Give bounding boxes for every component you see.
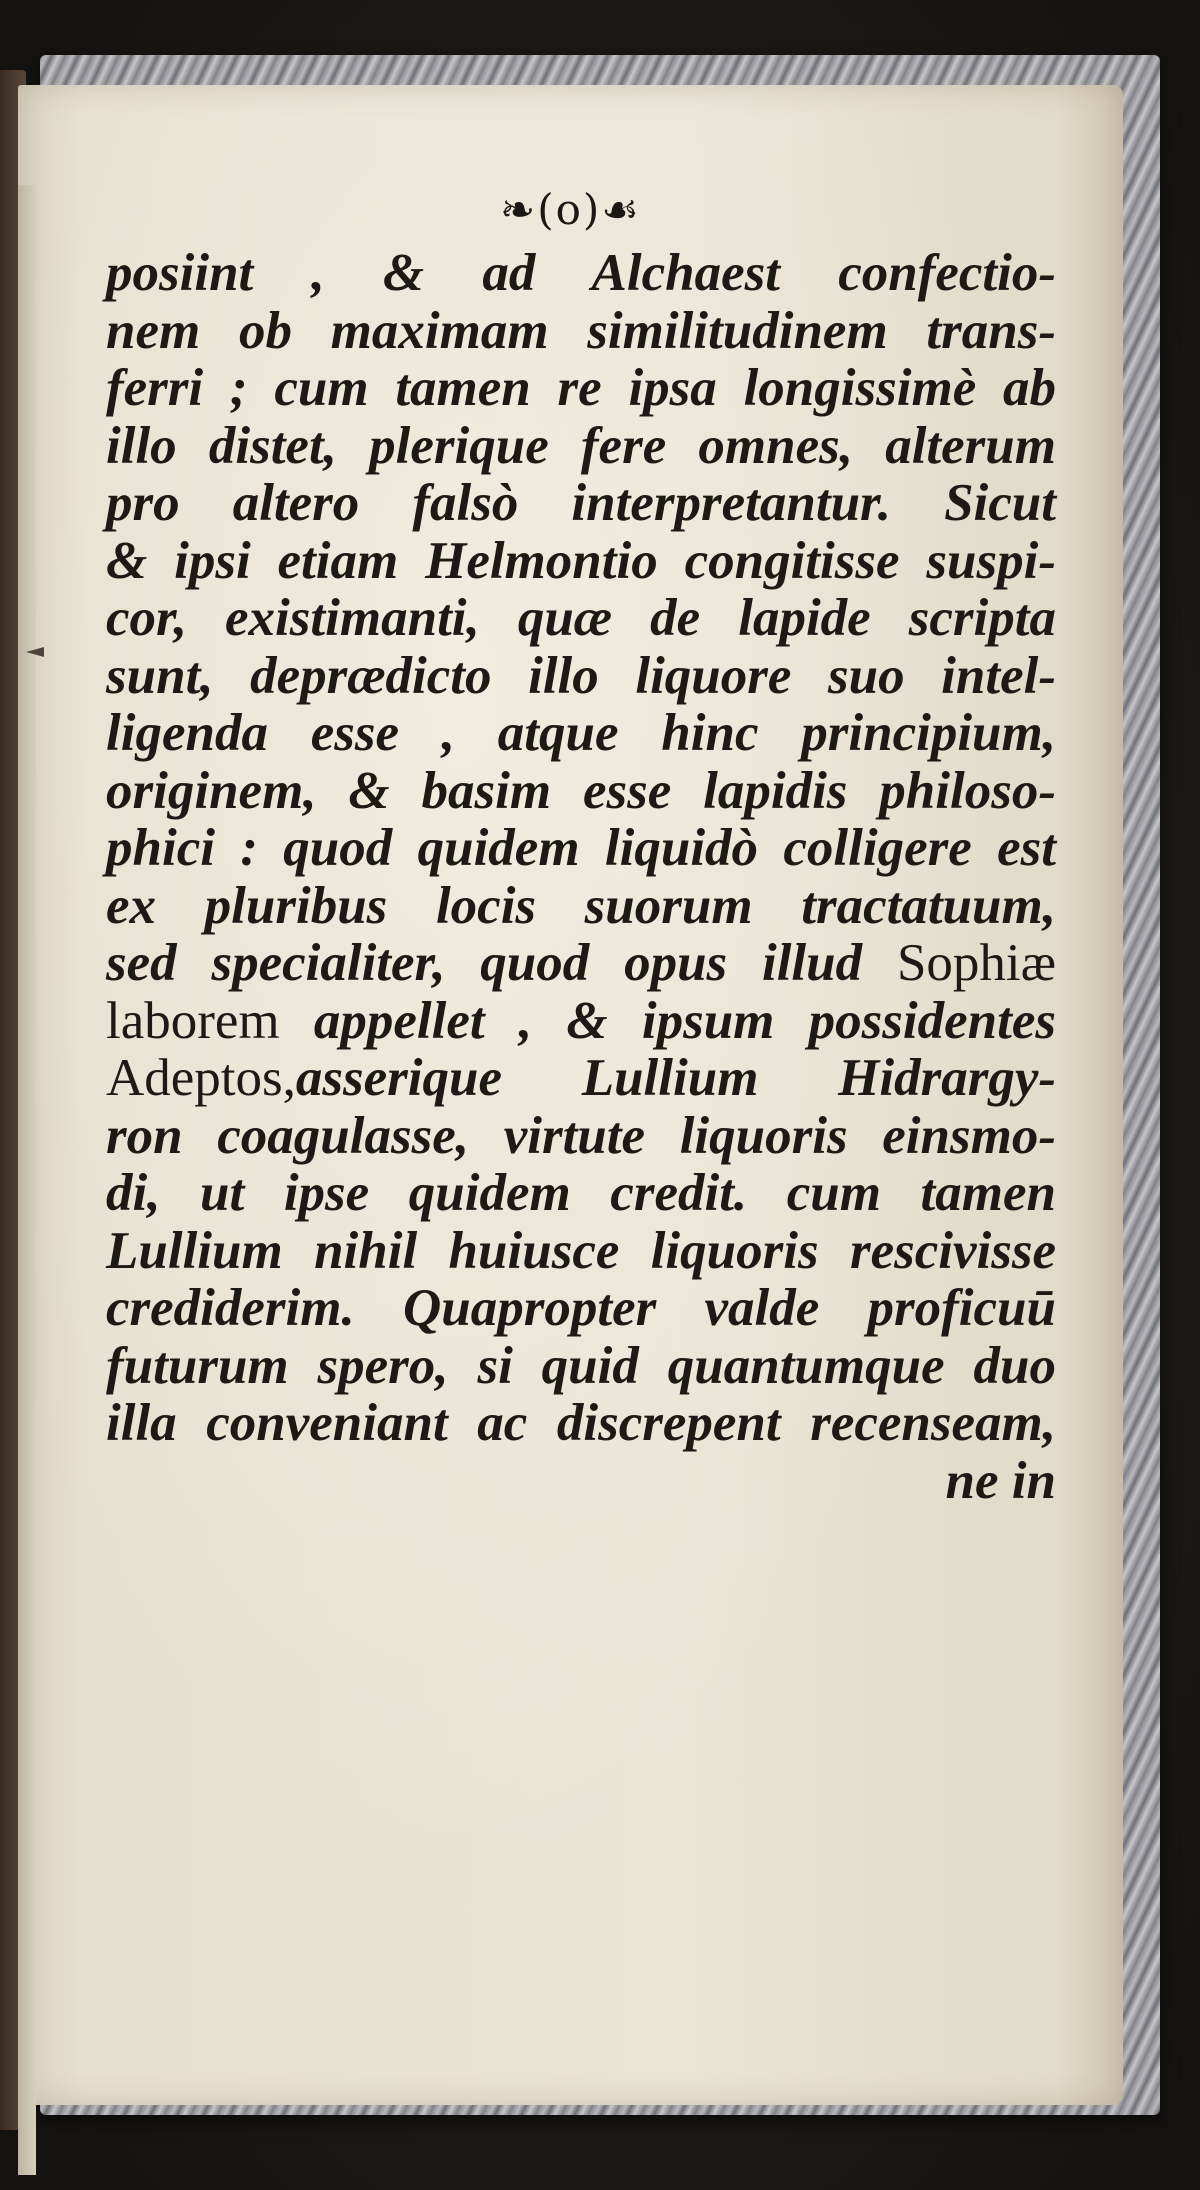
italic-text-segment: ligenda esse , atque hinc principium, bbox=[106, 704, 1056, 762]
italic-text-segment: nem ob maximam similitudinem trans- bbox=[106, 301, 1056, 360]
italic-text-segment: sed specialiter, quod opus illud bbox=[106, 934, 897, 992]
roman-text-segment: laborem bbox=[106, 991, 280, 1050]
text-line bbox=[106, 1223, 1056, 1281]
page-header-ornament: ❧(o)☙ bbox=[500, 185, 641, 234]
italic-text-segment: di, ut ipse quidem credit. cum tamen bbox=[106, 1164, 1056, 1222]
italic-text-segment: originem, & basim esse lapidis philoso- bbox=[106, 761, 1056, 820]
facing-page-edge bbox=[18, 185, 36, 2175]
text-line bbox=[106, 1453, 1056, 1511]
italic-text-segment: ron coagulasse, virtute liquoris einsmo- bbox=[106, 1106, 1056, 1165]
text-line bbox=[106, 475, 1056, 533]
italic-text-segment: & ipsi etiam Helmontio congitisse suspi- bbox=[106, 531, 1056, 590]
text-line bbox=[106, 303, 1056, 361]
italic-text-segment: asserique Lullium Hidrargy- bbox=[295, 1049, 1056, 1107]
text-line bbox=[106, 705, 1056, 763]
roman-text-segment: Adeptos, bbox=[106, 1049, 296, 1107]
roman-text-segment: Sophiæ bbox=[896, 934, 1056, 992]
text-line bbox=[106, 878, 1056, 936]
italic-text-segment: futurum spero, si quid quantumque duo bbox=[106, 1336, 1056, 1395]
italic-text-segment: ex pluribus locis suorum tractatuum, bbox=[106, 876, 1056, 935]
text-line bbox=[106, 360, 1056, 418]
text-line bbox=[106, 763, 1056, 821]
italic-text-segment: appellet , & ipsum possidentes bbox=[279, 991, 1056, 1050]
text-line bbox=[106, 245, 1056, 303]
italic-text-segment: phici : quod quidem liquidò colligere est bbox=[106, 819, 1056, 877]
text-line bbox=[106, 820, 1056, 878]
italic-text-segment: illa conveniant ac discrepent recenseam, bbox=[106, 1394, 1056, 1452]
text-line bbox=[106, 418, 1056, 476]
italic-text-segment: Lullium nihil huiusce liquoris rescivisse bbox=[106, 1221, 1056, 1280]
italic-text-segment: pro altero falsò interpretantur. Sicut bbox=[106, 474, 1056, 532]
text-line bbox=[106, 1395, 1056, 1453]
text-line bbox=[106, 533, 1056, 591]
text-line bbox=[106, 1050, 1056, 1108]
italic-text-segment: crediderim. Quapropter valde proficuū bbox=[106, 1279, 1056, 1337]
italic-text-segment: posiint , & ad Alchaest confectio- bbox=[106, 244, 1056, 302]
book-page bbox=[18, 85, 1123, 2105]
text-line bbox=[106, 993, 1056, 1051]
italic-text-segment: illo distet, plerique fere omnes, alterum bbox=[106, 416, 1056, 475]
text-line bbox=[106, 1108, 1056, 1166]
text-line bbox=[106, 648, 1056, 706]
italic-text-segment: ferri ; cum tamen re ipsa longissimè ab bbox=[106, 359, 1056, 417]
italic-text-segment: sunt, deprædicto illo liquore suo intel- bbox=[106, 646, 1056, 705]
italic-text-segment: ne in bbox=[945, 1451, 1056, 1510]
text-line bbox=[106, 935, 1056, 993]
text-line bbox=[106, 1280, 1056, 1338]
text-line bbox=[106, 590, 1056, 648]
text-line bbox=[106, 1338, 1056, 1396]
text-block bbox=[106, 245, 1056, 1510]
text-line bbox=[106, 1165, 1056, 1223]
italic-text-segment: cor, existimanti, quæ de lapide scripta bbox=[106, 589, 1056, 647]
